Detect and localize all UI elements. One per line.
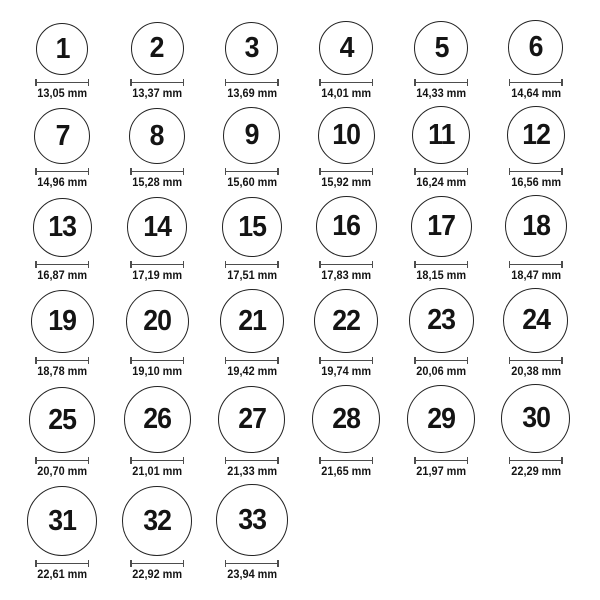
measure-bar	[35, 82, 89, 84]
measure-bar	[414, 360, 468, 362]
ring-size-item	[110, 386, 205, 478]
diameter-label: 14,33 mm	[416, 88, 467, 100]
measure-tick-right-icon	[372, 168, 374, 175]
diameter-measure-line	[319, 457, 373, 464]
ring-circle	[503, 288, 568, 353]
measure-tick-right-icon	[277, 357, 279, 364]
ring-circle	[131, 22, 184, 75]
diameter-label: 21,33 mm	[226, 466, 277, 478]
ring-size-number: 31	[48, 504, 77, 537]
ring-size-number: 19	[48, 305, 77, 337]
diameter-label: 14,64 mm	[510, 88, 561, 100]
measure-bar	[319, 82, 373, 84]
ring-size-number: 3	[244, 32, 259, 64]
ring-circle	[216, 484, 288, 556]
ring-size-item	[204, 107, 299, 189]
ring-size-item	[299, 107, 394, 189]
measure-tick-right-icon	[183, 168, 185, 175]
measure-tick-right-icon	[277, 457, 279, 464]
diameter-measure-line	[225, 560, 279, 567]
ring-size-item	[204, 197, 299, 282]
ring-circle	[34, 108, 90, 164]
ring-size-number: 26	[143, 403, 171, 435]
ring-circle	[127, 197, 187, 257]
ring-size-number: 23	[427, 304, 456, 336]
ring-size-number: 12	[521, 118, 550, 151]
ring-circle	[505, 195, 567, 257]
ring-circle	[412, 106, 470, 164]
diameter-measure-line	[319, 357, 373, 364]
ring-size-number: 29	[427, 402, 456, 435]
diameter-measure-line	[35, 560, 89, 567]
ring-size-number: 21	[237, 304, 266, 337]
measure-bar	[509, 82, 563, 84]
measure-bar	[35, 563, 89, 565]
ring-circle	[312, 385, 380, 453]
ring-circle	[220, 289, 284, 353]
diameter-label: 20,06 mm	[416, 366, 467, 378]
measure-bar	[225, 82, 279, 84]
ring-size-number: 20	[143, 305, 171, 337]
ring-circle	[319, 21, 373, 75]
diameter-label: 18,78 mm	[37, 366, 88, 378]
ring-circle	[508, 20, 563, 75]
diameter-measure-line	[130, 560, 184, 567]
diameter-label: 13,05 mm	[37, 88, 88, 100]
ring-circle	[318, 107, 375, 164]
ring-size-item	[394, 21, 489, 100]
diameter-label: 18,15 mm	[416, 270, 467, 282]
ring-circle	[129, 108, 185, 164]
diameter-label: 22,92 mm	[132, 569, 182, 581]
diameter-measure-line	[130, 168, 184, 175]
measure-tick-right-icon	[88, 560, 90, 567]
ring-size-item	[488, 288, 583, 378]
measure-tick-right-icon	[277, 560, 279, 567]
ring-circle	[124, 386, 191, 453]
ring-size-number: 24	[521, 304, 550, 336]
diameter-measure-line	[225, 357, 279, 364]
diameter-measure-line	[130, 261, 184, 268]
ring-circle	[507, 106, 565, 164]
diameter-measure-line	[35, 357, 89, 364]
ring-size-row	[15, 288, 600, 378]
measure-bar	[35, 171, 89, 173]
ring-size-number: 6	[528, 31, 543, 63]
measure-tick-right-icon	[561, 457, 563, 464]
diameter-measure-line	[509, 357, 563, 364]
ring-circle	[126, 290, 189, 353]
measure-tick-right-icon	[277, 261, 279, 268]
ring-circle	[122, 486, 192, 556]
ring-size-number: 13	[48, 211, 77, 243]
diameter-label: 20,70 mm	[37, 466, 88, 478]
diameter-measure-line	[35, 261, 89, 268]
diameter-measure-line	[130, 79, 184, 86]
measure-bar	[509, 460, 563, 462]
measure-tick-right-icon	[88, 79, 90, 86]
measure-tick-right-icon	[277, 168, 279, 175]
diameter-label: 19,74 mm	[321, 366, 372, 378]
measure-tick-right-icon	[372, 79, 374, 86]
diameter-label: 15,92 mm	[321, 177, 372, 189]
diameter-label: 21,01 mm	[132, 466, 182, 478]
diameter-measure-line	[225, 457, 279, 464]
diameter-measure-line	[414, 457, 468, 464]
ring-size-number: 8	[150, 119, 164, 152]
measure-bar	[319, 360, 373, 362]
ring-size-number: 25	[48, 403, 77, 436]
ring-size-item	[394, 106, 489, 189]
ring-size-item	[488, 384, 583, 478]
measure-bar	[130, 460, 184, 462]
diameter-measure-line	[319, 261, 373, 268]
measure-bar	[225, 563, 279, 565]
measure-tick-right-icon	[183, 560, 185, 567]
ring-size-number: 10	[332, 119, 361, 151]
measure-bar	[319, 460, 373, 462]
ring-size-item	[299, 385, 394, 478]
ring-size-item	[204, 289, 299, 378]
ring-size-item	[15, 23, 110, 100]
ring-size-number: 2	[150, 32, 164, 64]
measure-tick-right-icon	[467, 168, 469, 175]
measure-bar	[225, 460, 279, 462]
diameter-label: 15,60 mm	[226, 177, 277, 189]
ring-size-number: 30	[521, 402, 550, 434]
measure-bar	[414, 460, 468, 462]
diameter-measure-line	[35, 168, 89, 175]
diameter-label: 22,29 mm	[510, 466, 561, 478]
ring-circle	[36, 23, 88, 75]
diameter-measure-line	[225, 261, 279, 268]
diameter-measure-line	[509, 79, 563, 86]
diameter-label: 22,61 mm	[37, 569, 88, 581]
measure-tick-right-icon	[88, 357, 90, 364]
ring-size-number: 16	[332, 210, 361, 242]
measure-tick-right-icon	[467, 79, 469, 86]
diameter-measure-line	[414, 261, 468, 268]
ring-size-number: 4	[339, 31, 354, 64]
measure-tick-right-icon	[183, 357, 185, 364]
diameter-measure-line	[414, 357, 468, 364]
diameter-measure-line	[130, 457, 184, 464]
ring-size-item	[15, 387, 110, 478]
measure-bar	[319, 264, 373, 266]
measure-bar	[225, 264, 279, 266]
ring-size-item	[110, 108, 205, 189]
diameter-measure-line	[414, 79, 468, 86]
diameter-label: 14,96 mm	[37, 177, 88, 189]
ring-size-item	[394, 288, 489, 378]
diameter-measure-line	[35, 457, 89, 464]
ring-size-number: 32	[143, 504, 171, 537]
ring-circle	[411, 196, 472, 257]
measure-tick-right-icon	[277, 79, 279, 86]
ring-circle	[27, 486, 97, 556]
ring-size-number: 33	[237, 503, 266, 536]
measure-tick-right-icon	[561, 357, 563, 364]
ring-size-item	[299, 289, 394, 378]
diameter-label: 21,65 mm	[321, 466, 372, 478]
measure-bar	[509, 360, 563, 362]
ring-size-row	[15, 195, 600, 282]
ring-circle	[225, 22, 278, 75]
ring-size-number: 27	[237, 403, 266, 435]
measure-bar	[225, 360, 279, 362]
diameter-measure-line	[225, 168, 279, 175]
diameter-label: 18,47 mm	[510, 270, 561, 282]
ring-size-number: 5	[434, 31, 449, 64]
ring-circle	[407, 385, 475, 453]
ring-circle	[31, 290, 94, 353]
measure-bar	[130, 264, 184, 266]
ring-size-number: 22	[332, 304, 361, 337]
measure-bar	[130, 171, 184, 173]
measure-bar	[130, 563, 184, 565]
measure-tick-right-icon	[467, 457, 469, 464]
ring-size-number: 28	[332, 402, 361, 435]
diameter-label: 20,38 mm	[510, 366, 561, 378]
measure-tick-right-icon	[467, 261, 469, 268]
diameter-label: 16,56 mm	[510, 177, 561, 189]
diameter-measure-line	[130, 357, 184, 364]
measure-bar	[414, 82, 468, 84]
ring-size-item	[110, 486, 205, 581]
diameter-label: 17,83 mm	[321, 270, 372, 282]
ring-circle	[33, 198, 92, 257]
ring-size-row	[15, 106, 600, 189]
diameter-label: 16,24 mm	[416, 177, 467, 189]
measure-tick-right-icon	[88, 457, 90, 464]
ring-circle	[316, 196, 377, 257]
diameter-measure-line	[509, 261, 563, 268]
ring-size-number: 7	[55, 119, 70, 152]
measure-tick-right-icon	[88, 168, 90, 175]
ring-size-number: 1	[55, 32, 70, 65]
measure-bar	[35, 460, 89, 462]
ring-size-item	[299, 21, 394, 100]
measure-tick-right-icon	[561, 79, 563, 86]
measure-tick-right-icon	[372, 357, 374, 364]
measure-tick-right-icon	[372, 261, 374, 268]
diameter-label: 13,69 mm	[226, 88, 277, 100]
diameter-label: 21,97 mm	[416, 466, 467, 478]
measure-bar	[414, 171, 468, 173]
measure-tick-right-icon	[467, 357, 469, 364]
ring-circle	[414, 21, 468, 75]
measure-bar	[509, 171, 563, 173]
diameter-label: 19,42 mm	[226, 366, 277, 378]
ring-circle	[409, 288, 474, 353]
diameter-label: 14,01 mm	[321, 88, 372, 100]
ring-size-item	[15, 486, 110, 581]
ring-size-item	[488, 20, 583, 100]
measure-bar	[225, 171, 279, 173]
diameter-label: 17,19 mm	[132, 270, 182, 282]
measure-bar	[130, 360, 184, 362]
ring-circle	[223, 107, 280, 164]
measure-tick-right-icon	[183, 261, 185, 268]
ring-circle	[29, 387, 95, 453]
measure-tick-right-icon	[183, 457, 185, 464]
diameter-measure-line	[319, 79, 373, 86]
diameter-label: 16,87 mm	[37, 270, 88, 282]
ring-size-number: 17	[427, 210, 456, 242]
measure-tick-right-icon	[561, 168, 563, 175]
ring-circle	[314, 289, 378, 353]
measure-bar	[319, 171, 373, 173]
ring-size-number: 18	[521, 209, 550, 242]
diameter-label: 13,37 mm	[132, 88, 182, 100]
ring-size-item	[488, 106, 583, 189]
diameter-label: 17,51 mm	[226, 270, 277, 282]
ring-size-item	[204, 484, 299, 581]
ring-size-item	[15, 198, 110, 282]
diameter-label: 23,94 mm	[226, 569, 277, 581]
ring-size-item	[15, 290, 110, 378]
diameter-measure-line	[319, 168, 373, 175]
ring-circle	[501, 384, 570, 453]
measure-bar	[130, 82, 184, 84]
diameter-measure-line	[509, 168, 563, 175]
measure-tick-right-icon	[372, 457, 374, 464]
ring-size-item	[204, 386, 299, 478]
diameter-measure-line	[414, 168, 468, 175]
ring-size-item	[299, 196, 394, 282]
ring-size-item	[15, 108, 110, 189]
ring-size-row	[15, 384, 600, 478]
measure-bar	[35, 264, 89, 266]
diameter-label: 19,10 mm	[132, 366, 182, 378]
ring-size-item	[204, 22, 299, 100]
measure-tick-right-icon	[183, 79, 185, 86]
diameter-measure-line	[35, 79, 89, 86]
measure-bar	[509, 264, 563, 266]
ring-size-number: 11	[427, 118, 455, 151]
ring-size-item	[394, 196, 489, 282]
ring-circle	[218, 386, 285, 453]
ring-size-number: 15	[237, 210, 266, 243]
ring-size-number: 9	[244, 119, 259, 151]
measure-bar	[35, 360, 89, 362]
ring-size-item	[110, 197, 205, 282]
diameter-label: 15,28 mm	[132, 177, 182, 189]
ring-size-item	[394, 385, 489, 478]
ring-size-item	[110, 22, 205, 100]
ring-circle	[222, 197, 282, 257]
diameter-measure-line	[509, 457, 563, 464]
ring-size-row	[15, 20, 600, 100]
measure-bar	[414, 264, 468, 266]
diameter-measure-line	[225, 79, 279, 86]
ring-size-item	[110, 290, 205, 378]
measure-tick-right-icon	[88, 261, 90, 268]
measure-tick-right-icon	[561, 261, 563, 268]
ring-size-number: 14	[143, 210, 171, 243]
ring-size-item	[488, 195, 583, 282]
ring-size-row	[15, 484, 600, 581]
